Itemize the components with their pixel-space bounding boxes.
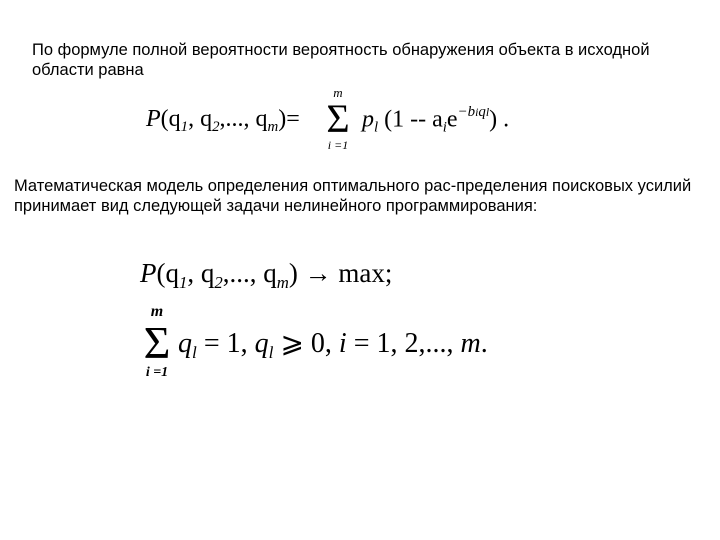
paragraph-intro: По формуле полной вероятности вероятность обнаружения объекта в исходной области равна (32, 41, 650, 79)
formula1-lhs: $P(q_1$, $q_2$,..., $q_m)=$ (146, 106, 300, 136)
formula1-sum: m Σ i =1 (326, 85, 350, 152)
formula3-body: $q_l = 1$, $q_l$ ⩾ 0, i = 1, 2,..., m. (178, 328, 488, 363)
formula1-rhs: $p_l$ $(1 -- a_ie^{-biql})$ . (362, 104, 510, 136)
formula3-sum: m Σ i =1 (143, 303, 171, 380)
formula-objective: $P(q_1$, $q_2$,..., $q_m) \to \max$; (140, 258, 393, 292)
paragraph-model: Математическая модель определения оптимального рас-пределения поисковых усилий принимает вид следующей задачи нелинейного программирования: (14, 177, 692, 215)
